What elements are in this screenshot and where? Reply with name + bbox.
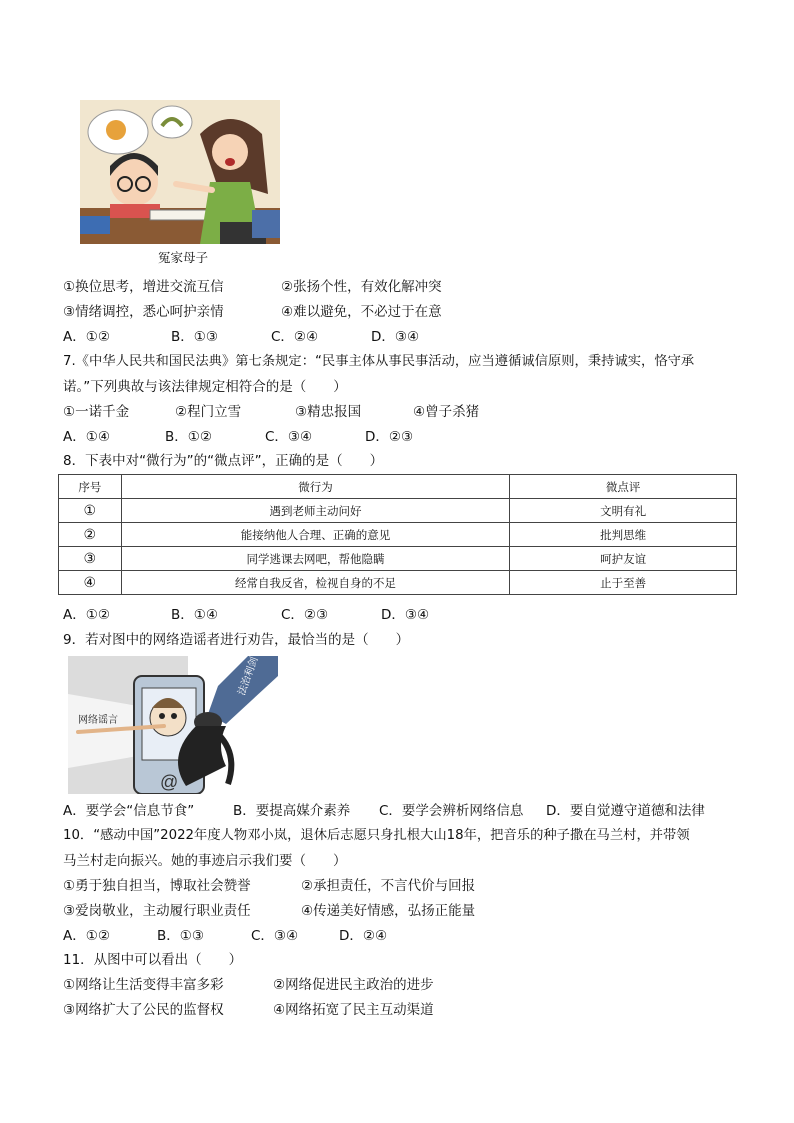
q7-choice-c[interactable]: C．③④	[265, 429, 313, 445]
q6-option-1: ①换位思考，增进交流互信	[63, 279, 224, 295]
header-behavior: 微行为	[121, 475, 510, 499]
row-comment: 呵护友谊	[510, 547, 737, 571]
cartoon-drawing	[80, 100, 280, 244]
table-row	[59, 499, 737, 523]
q6-choice-c[interactable]: C．②④	[271, 329, 319, 345]
cartoon-internet-rumor	[68, 656, 278, 794]
q7-choice-d[interactable]: D．②③	[365, 429, 414, 445]
q10-choice-a[interactable]: A．①②	[63, 928, 110, 944]
q6-option-2: ②张扬个性，有效化解冲突	[281, 279, 442, 295]
table-row	[59, 547, 737, 571]
q9-stem: 9．若对图中的网络造谣者进行劝告，最恰当的是（ ）	[63, 632, 410, 648]
q11-option-3: ③网络扩大了公民的监督权	[63, 1002, 224, 1018]
header-index: 序号	[59, 475, 122, 499]
row-behavior: 能接纳他人合理、正确的意见	[121, 523, 510, 547]
q8-choice-c[interactable]: C．②③	[281, 607, 329, 623]
q10-stem-line2: 马兰村走向振兴。她的事迹启示我们要（ ）	[63, 853, 347, 869]
q11-option-2: ②网络促进民主政治的进步	[273, 977, 434, 993]
q6-option-3: ③情绪调控，悉心呵护亲情	[63, 304, 224, 320]
row-behavior: 遇到老师主动问好	[121, 499, 510, 523]
row-behavior: 经常自我反省，检视自身的不足	[121, 571, 510, 595]
row-behavior: 同学逃课去网吧，帮他隐瞒	[121, 547, 510, 571]
q7-option-2: ②程门立雪	[175, 404, 242, 420]
q8-stem: 8．下表中对“微行为”的“微点评”，正确的是（ ）	[63, 453, 384, 469]
q6-choice-b[interactable]: B．①③	[171, 329, 218, 345]
row-index: ④	[59, 571, 122, 595]
q7-option-3: ③精忠报国	[295, 404, 362, 420]
cartoon-mother-son	[80, 100, 280, 244]
q10-option-1: ①勇于独自担当，博取社会赞誉	[63, 878, 251, 894]
q9-choice-d[interactable]: D．要自觉遵守道德和法律	[546, 803, 705, 819]
at-sign-icon: @	[160, 772, 179, 792]
q9-choice-a[interactable]: A．要学会“信息节食”	[63, 803, 195, 819]
rumor-drawing	[68, 656, 278, 794]
q7-choice-a[interactable]: A．①④	[63, 429, 110, 445]
q10-option-2: ②承担责任，不言代价与回报	[301, 878, 476, 894]
q10-choice-b[interactable]: B．①③	[157, 928, 204, 944]
q10-stem-line1: 10．“感动中国”2022年度人物邓小岚，退休后志愿只身扎根大山18年，把音乐的种子撒在马兰村，并带领	[63, 828, 690, 843]
q7-choice-b[interactable]: B．①②	[165, 429, 212, 445]
q10-choice-c[interactable]: C．③④	[251, 928, 299, 944]
q7-option-4: ④曾子杀猪	[413, 404, 480, 420]
q8-choice-b[interactable]: B．①④	[171, 607, 218, 623]
q8-choice-a[interactable]: A．①②	[63, 607, 110, 623]
q6-choice-a[interactable]: A．①②	[63, 329, 110, 345]
rumor-label: 网络谣言	[78, 715, 118, 726]
q6-option-4: ④难以避免，不必过于在意	[281, 304, 442, 320]
q10-option-3: ③爱岗敬业，主动履行职业责任	[63, 903, 251, 919]
q10-choice-d[interactable]: D．②④	[339, 928, 388, 944]
micro-behavior-table	[58, 474, 737, 595]
table-row	[59, 523, 737, 547]
q8-choice-d[interactable]: D．③④	[381, 607, 430, 623]
q11-stem: 11．从图中可以看出（ ）	[63, 952, 243, 968]
row-index: ②	[59, 523, 122, 547]
q9-choice-c[interactable]: C．要学会辨析网络信息	[379, 803, 524, 819]
figure-caption: 冤家母子	[158, 250, 209, 265]
row-comment: 文明有礼	[510, 499, 737, 523]
q11-option-1: ①网络让生活变得丰富多彩	[63, 977, 224, 993]
q7-stem-line1: 7.《中华人民共和国民法典》第七条规定：“民事主体从事民事活动，应当遵循诚信原则，秉持诚实，恪守承	[63, 354, 695, 369]
q10-option-4: ④传递美好情感，弘扬正能量	[301, 903, 476, 919]
header-comment: 微点评	[510, 475, 737, 499]
row-comment: 批判思维	[510, 523, 737, 547]
row-index: ①	[59, 499, 122, 523]
q7-option-1: ①一诺千金	[63, 404, 130, 420]
table-row	[59, 571, 737, 595]
q6-choice-d[interactable]: D．③④	[371, 329, 420, 345]
sleeve-label: 法治利剑	[236, 656, 261, 698]
row-comment: 止于至善	[510, 571, 737, 595]
table-header-row	[59, 475, 737, 499]
q7-stem-line2: 诺。”下列典故与该法律规定相符合的是（ ）	[63, 379, 347, 395]
q9-choice-b[interactable]: B．要提高媒介素养	[233, 803, 351, 819]
row-index: ③	[59, 547, 122, 571]
q11-option-4: ④网络拓宽了民主互动渠道	[273, 1002, 434, 1018]
